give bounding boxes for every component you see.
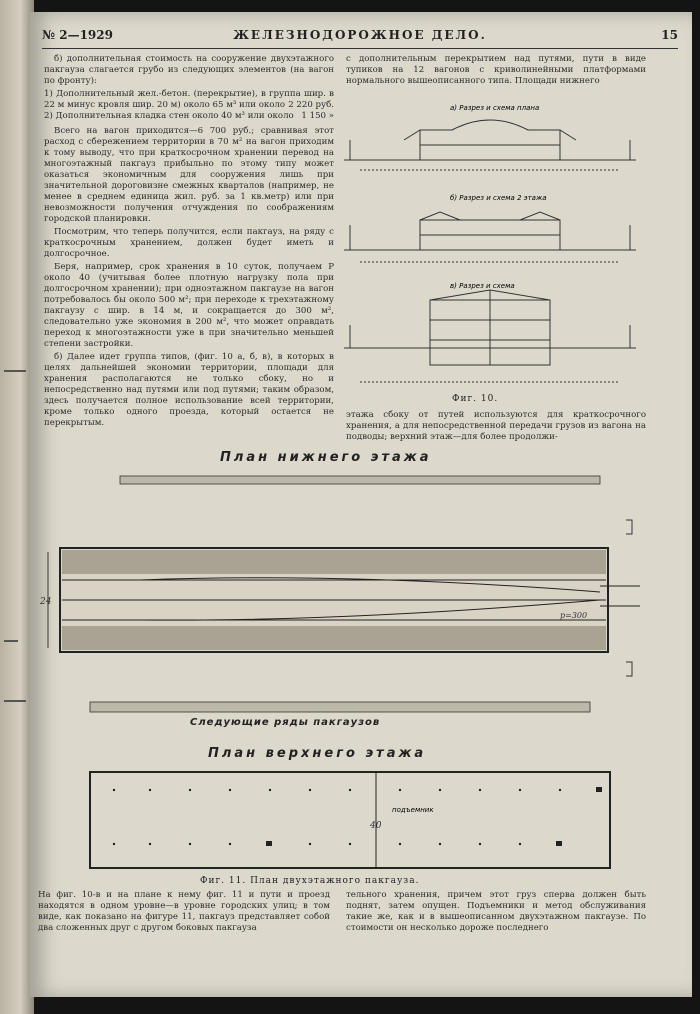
right-column-bottom	[346, 410, 646, 445]
paragraph: этажа сбоку от путей используются для краткосрочного хранения, а для непосредственной передачи грузов из вагона на подводы; верхний этаж—для более продолжи-	[346, 410, 646, 442]
page-header	[42, 26, 678, 49]
upper-floor-title: План верхнего этажа	[208, 746, 427, 761]
paragraph: б) Далее идет группа типов, (фиг. 10 а, б, в), в которых в целях дальнейшей экономии территории, площади для хранения располагаются не только сбоку, но и непосредственно над путями или под путями; таким образом, здесь получается полное использование всей территории, кроме только одного проезда, который остается не перекрытым.	[44, 352, 334, 428]
right-column-top	[346, 54, 646, 89]
fig10-label-a: а) Разрез и схема плана	[450, 104, 540, 112]
bottom-left-column	[38, 890, 330, 936]
journal-page	[30, 12, 692, 997]
paragraph: б) дополнительная стоимость на сооружение двухэтажного пакгауза слагается грубо из следующих элементов (на вагон по фронту):	[44, 54, 334, 86]
cost-item-text: 2) Дополнительная кладка стен около 40 м³ или около	[44, 111, 294, 121]
page-mark	[4, 700, 26, 702]
cost-item-value: 1 150 »	[301, 111, 334, 121]
next-rows-label: Следующие ряды пакгаузов	[190, 717, 381, 728]
paragraph: Посмотрим, что теперь получится, если пакгауз, на ряду с краткосрочным хранением, должен будет иметь и долгосрочное.	[44, 227, 334, 259]
fig11-plan	[40, 472, 670, 872]
journal-title: ЖЕЛЕЗНОДОРОЖНОЕ ДЕЛО.	[233, 28, 487, 42]
left-column	[44, 54, 334, 431]
cost-item-text: 1) Дополнительный жел.-бетон. (перекрытие), в группа шир. в 22 м минус кровля шир. 20 м) около 65 м³ или около	[44, 89, 334, 110]
page-number: 15	[661, 28, 678, 42]
paragraph: На фиг. 10-в и на плане к нему фиг. 11 и пути и проезд находятся в одном уровне—в уровне городских улиц; в том виде, как показано на фигуре 11, пакгауз представляет собой два сложенных друг с другом боковых пакгауза	[38, 890, 330, 933]
fig10-caption: Фиг. 10.	[452, 394, 499, 404]
paragraph: тельного хранения, причем этот груз сперва должен быть поднят, затем опущен. Подъемники и метод обслуживания такие же, как и в вышеописанном двухэтажном пакгаузе. По стоимости он несколько дороже последнего	[346, 890, 646, 933]
fig11-caption: Фиг. 11. План двухэтажного пакгауза.	[200, 876, 420, 886]
dim-24-label: 24	[40, 597, 52, 607]
radius-label: р=300	[560, 611, 588, 620]
paragraph: Беря, например, срок хранения в 10 суток, получаем P около 40 (учитывая более плотную нагрузку пола при долгосрочном хранении); при одноэтажном пакгаузе на вагон потребовалось бы около 500 м²; при переходе к трехэтажному пакгаузу с шир. в 14 м, и сокращается до 300 м², следовательно уже экономия в 200 м², что может оправдать переход к многоэтажности уже в при значительно меньшей степени застройки.	[44, 262, 334, 349]
dim-40-label: 40	[370, 821, 382, 831]
cost-item-1	[44, 89, 334, 111]
fig10-label-c: в) Разрез и схема	[450, 282, 515, 290]
fig10-drawings	[340, 100, 640, 400]
fig10-label-b: б) Разрез и схема 2 этажа	[450, 194, 547, 202]
previous-page-edge	[0, 0, 34, 1014]
page-mark	[4, 640, 18, 642]
cost-item-2	[44, 111, 334, 122]
cost-item-value: 2 220 руб.	[288, 100, 334, 110]
lower-floor-title: План нижнего этажа	[220, 450, 432, 465]
issue-number: № 2—1929	[42, 28, 113, 42]
paragraph: Всего на вагон приходится—6 700 руб.; сравнивая этот расход с сбережением территории в 70 м² на вагон приходим к тому выводу, что при краткосрочном хранении перевод на многоэтажный пакгауз прибыльно по этому типу может оказаться экономичным для сооружения лишь при значительной дороговизне смежных кварталов (например, не менее в среднем единица жил. руб. за 1 кв.метр) или при невозможности получения отчуждения по соображениям городской планировки.	[44, 126, 334, 224]
lift-label: подъемник	[392, 806, 434, 814]
paragraph: с дополнительным перекрытием над путями, пути в виде тупиков на 12 вагонов с криволинейными платформами нормального вышеописанного типа. Площади нижнего	[346, 54, 646, 86]
page-mark	[4, 370, 26, 372]
bottom-right-column	[346, 890, 646, 936]
